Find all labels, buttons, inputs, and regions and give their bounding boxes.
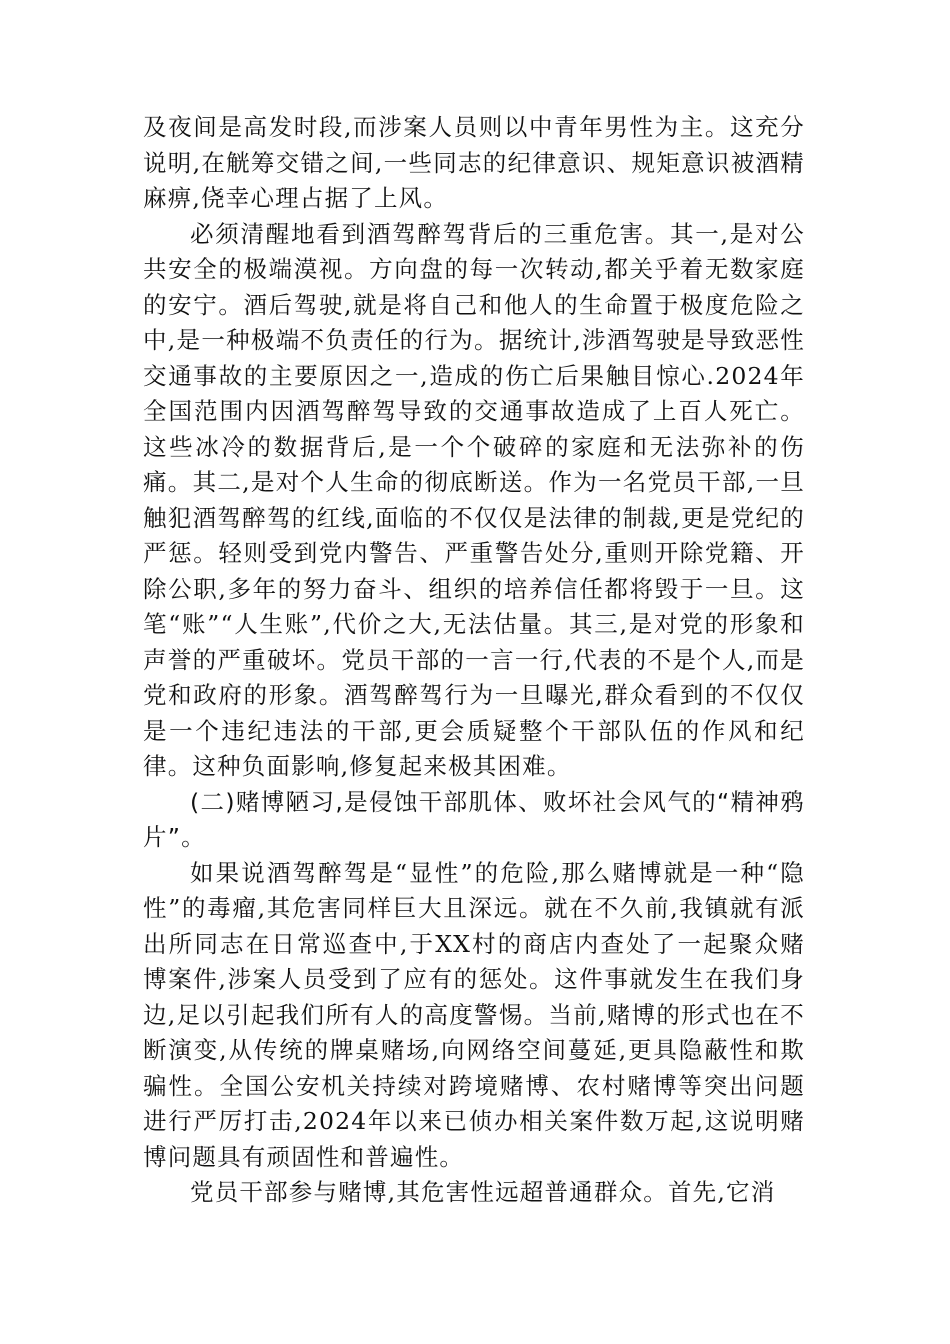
paragraph-continuation: 及夜间是高发时段,而涉案人员则以中青年男性为主。这充分说明,在觥筹交错之间,一些同志的纪律意识、规矩意识被酒精麻痹,侥幸心理占据了上风。 xyxy=(143,113,805,212)
document-body xyxy=(143,110,805,1211)
paragraph-cadre-gambling: 党员干部参与赌博,其危害性远超普通群众。首先,它消 xyxy=(190,1178,776,1206)
paragraph-drunk-driving-harms: 必须清醒地看到酒驾醉驾背后的三重危害。其一,是对公共安全的极端漠视。方向盘的每一次转动,都关乎着无数家庭的安宁。酒后驾驶,就是将自己和他人的生命置于极度危险之中,是一种极端不负责任的行为。据统计,涉酒驾驶是导致恶性交通事故的主要原因之一,造成的伤亡后果触目惊心.2024年全国范围内因酒驾醉驾导致的交通事故造成了上百人死亡。这些冰冷的数据背后,是一个个破碎的家庭和无法弥补的伤痛。其二,是对个人生命的彻底断送。作为一名党员干部,一旦触犯酒驾醉驾的红线,面临的不仅仅是法律的制裁,更是党纪的严惩。轻则受到党内警告、严重警告处分,重则开除党籍、开除公职,多年的努力奋斗、组织的培养信任都将毁于一旦。这笔“账”“人生账”,代价之大,无法估量。其三,是对党的形象和声誉的严重破坏。党员干部的一言一行,代表的不是个人,而是党和政府的形象。酒驾醉驾行为一旦曝光,群众看到的不仅仅是一个违纪违法的干部,更会质疑整个干部队伍的作风和纪律。这种负面影响,修复起来极其困难。 xyxy=(143,219,805,780)
paragraph-gambling-danger: 如果说酒驾醉驾是“显性”的危险,那么赌博就是一种“隐性”的毒瘤,其危害同样巨大且深远。就在不久前,我镇就有派出所同志在日常巡查中,于XX村的商店内查处了一起聚众赌博案件,涉案人员受到了应有的惩处。这件事就发生在我们身边,足以引起我们所有人的高度警惕。当前,赌博的形式也在不断演变,从传统的牌桌赌场,向网络空间蔓延,更具隐蔽性和欺骗性。全国公安机关持续对跨境赌博、农村赌博等突出问题进行严厉打击,2024年以来已侦办相关案件数万起,这说明赌博问题具有顽固性和普遍性。 xyxy=(143,858,805,1171)
section-heading-gambling: (二)赌博陋习,是侵蚀干部肌体、败坏社会风气的“精神鸦片”。 xyxy=(143,787,805,851)
